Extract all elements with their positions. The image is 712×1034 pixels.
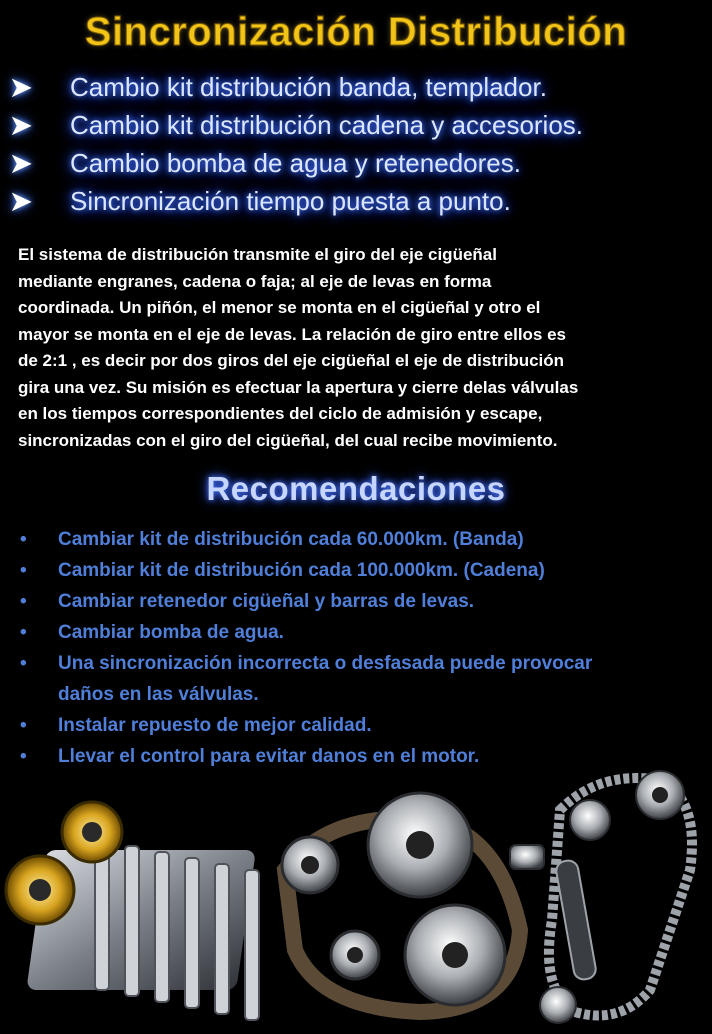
recommendation-item xyxy=(18,524,708,555)
bullet-icon: • xyxy=(20,622,27,643)
recommendation-text: Una sincronización incorrecta o desfasada puede provocar xyxy=(58,653,593,674)
arrowhead-icon: ➤ xyxy=(10,185,32,216)
arrowhead-icon: ➤ xyxy=(10,147,32,178)
recommendation-item xyxy=(18,586,708,617)
bullet-icon: • xyxy=(20,715,27,736)
service-item xyxy=(8,182,708,220)
parts-images xyxy=(0,750,712,1029)
services-list xyxy=(8,68,708,220)
parts-illustration xyxy=(0,750,712,1029)
recommendations-list xyxy=(18,524,708,772)
description-line: coordinada. Un piñón, el menor se monta en el cigüeñal y otro el xyxy=(18,298,541,317)
timing-belt-kit-image xyxy=(282,793,520,1012)
description-line: gira una vez. Su misión es efectuar la apertura y cierre delas válvulas xyxy=(18,377,579,397)
recommendation-item xyxy=(18,710,708,741)
recommendation-text: daños en las válvulas. xyxy=(58,684,259,705)
service-text: Sincronización tiempo puesta a punto. xyxy=(70,185,511,216)
description-paragraph xyxy=(18,242,698,454)
recommendations-title: Recomendaciones xyxy=(206,470,506,507)
service-text: Cambio kit distribución banda, templador. xyxy=(70,71,547,102)
recommendation-item xyxy=(18,617,708,648)
service-text: Cambio bomba de agua y retenedores. xyxy=(70,147,521,178)
recommendation-text: Instalar repuesto de mejor calidad. xyxy=(58,715,372,736)
recommendation-item-continuation xyxy=(18,679,708,710)
bullet-icon: • xyxy=(20,560,27,581)
arrowhead-icon: ➤ xyxy=(10,109,32,140)
description-line: en los tiempos correspondientes del ciclo de admisión y escape, xyxy=(18,404,543,423)
recommendation-text: Cambiar bomba de agua. xyxy=(58,622,284,643)
page-title: Sincronización Distribución xyxy=(84,10,628,54)
description-line: de 2:1 , es decir por dos giros del eje cigüeñal el eje de distribución xyxy=(18,351,565,370)
service-item xyxy=(8,106,708,144)
service-item xyxy=(8,144,708,182)
timing-chain-kit-image xyxy=(510,771,692,1023)
bullet-icon: • xyxy=(20,591,27,612)
recommendation-text: Cambiar kit de distribución cada 100.000km. (Cadena) xyxy=(58,560,545,581)
recommendation-text: Cambiar kit de distribución cada 60.000km. (Banda) xyxy=(58,529,524,550)
description-line: sincronizadas con el giro del cigüeñal, del cual recibe movimiento. xyxy=(18,430,558,450)
recommendation-text: Llevar el control para evitar danos en el motor. xyxy=(58,746,480,767)
arrowhead-icon: ➤ xyxy=(10,71,32,102)
bullet-icon: • xyxy=(20,653,27,674)
recommendation-item xyxy=(18,648,708,679)
description-line: mayor se monta en el eje de levas. La relación de giro entre ellos es xyxy=(18,324,567,344)
recommendation-item xyxy=(18,555,708,586)
recommendation-text: Cambiar retenedor cigüeñal y barras de levas. xyxy=(58,591,475,612)
camshaft-engine-image xyxy=(6,802,259,1020)
bullet-icon: • xyxy=(20,746,27,767)
service-item xyxy=(8,68,708,106)
service-text: Cambio kit distribución cadena y accesorios. xyxy=(70,109,584,140)
bullet-icon: • xyxy=(20,529,27,550)
description-line: El sistema de distribución transmite el giro del eje cigüeñal xyxy=(18,245,497,264)
description-line: mediante engranes, cadena o faja; al eje de levas en forma xyxy=(18,271,492,291)
